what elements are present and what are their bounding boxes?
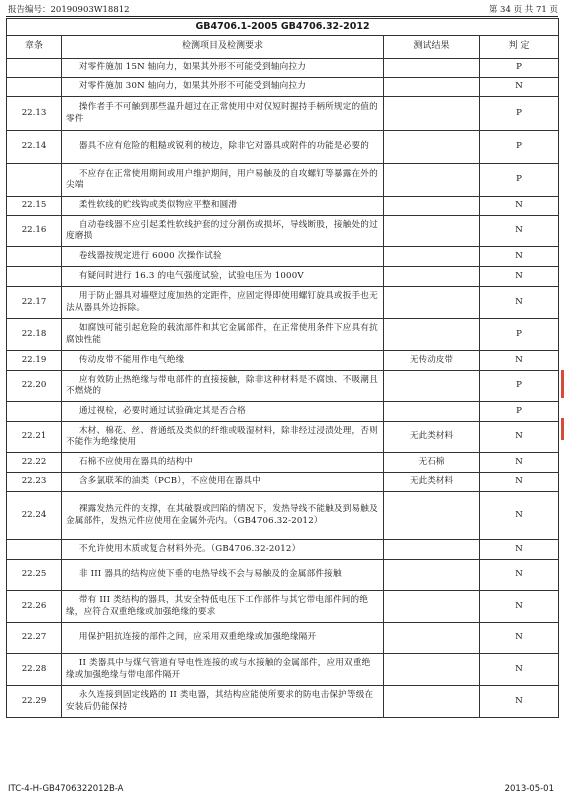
requirement-cell: 如腐蚀可能引起危险的载流部件和其它金属部件，在正常使用条件下应具有抗腐蚀性能 (62, 319, 384, 351)
table-row (7, 402, 559, 422)
clause-cell (7, 59, 62, 78)
requirement-cell: 有疑问时进行 16.3 的电气强度试验，试验电压为 1000V (62, 267, 384, 287)
table-row (7, 540, 559, 560)
clause-cell: 22.26 (7, 591, 62, 623)
report-number: 报告编号：20190903W18812 (8, 5, 130, 15)
verdict-cell: N (480, 623, 559, 654)
clause-cell: 22.24 (7, 492, 62, 540)
standard-title: GB4706.1-2005 GB4706.32-2012 (7, 19, 559, 36)
table-row (7, 216, 559, 247)
requirement-cell: 木材、棉花、丝、普通纸及类似的纤维或吸湿材料，除非经过浸渍处理，否则不能作为绝缘使用 (62, 422, 384, 453)
result-cell (384, 59, 480, 78)
verdict-cell: N (480, 686, 559, 718)
requirement-cell: 非 III 器具的结构应使下垂的电热导线不会与易触及的金属部件接触 (62, 560, 384, 591)
result-cell (384, 371, 480, 402)
result-cell: 无此类材料 (384, 422, 480, 453)
clause-cell: 22.16 (7, 216, 62, 247)
table-row (7, 197, 559, 216)
clause-cell: 22.13 (7, 97, 62, 131)
result-cell (384, 319, 480, 351)
result-cell (384, 654, 480, 686)
clause-cell: 22.27 (7, 623, 62, 654)
col-result-header: 测试结果 (384, 36, 480, 59)
table-row (7, 164, 559, 197)
requirement-cell: 柔性软线的贮线钩或类似物应平整和圆滑 (62, 197, 384, 216)
requirement-cell: 含多氯联苯的油类（PCB），不应使用在器具中 (62, 473, 384, 492)
requirement-cell: 不允许使用木质或复合材料外壳。（GB4706.32-2012） (62, 540, 384, 560)
col-items-header: 检测项目及检测要求 (62, 36, 384, 59)
table-row (7, 473, 559, 492)
requirement-cell: 用于防止器具对墙壁过度加热的定距件，应固定得即使用螺钉旋具或扳手也无法从器具外边拆除。 (62, 287, 384, 319)
table-row (7, 560, 559, 591)
verdict-cell: N (480, 422, 559, 453)
table-row (7, 287, 559, 319)
clause-cell (7, 540, 62, 560)
verdict-cell: P (480, 59, 559, 78)
result-cell: 无此类材料 (384, 473, 480, 492)
clause-cell: 22.19 (7, 351, 62, 371)
verdict-cell: N (480, 216, 559, 247)
table-row (7, 371, 559, 402)
requirement-cell: 器具不应有危险的粗糙或锐利的棱边，除非它对器具或附件的功能是必要的 (62, 131, 384, 164)
requirement-cell: 永久连接到固定线路的 II 类电器，其结构应能使所要求的防电击保护等级在安装后仍能保持 (62, 686, 384, 718)
verdict-cell: N (480, 351, 559, 371)
clause-cell: 22.20 (7, 371, 62, 402)
requirement-cell: 操作者手不可触到那些温升超过在正常使用中对仅短时握持手柄所规定的值的零件 (62, 97, 384, 131)
requirement-cell: 卷线器按规定进行 6000 次操作试验 (62, 247, 384, 267)
result-cell (384, 267, 480, 287)
table-row (7, 492, 559, 540)
verdict-cell: N (480, 267, 559, 287)
clause-cell (7, 247, 62, 267)
document-date: 2013-05-01 (504, 784, 554, 794)
table-row (7, 78, 559, 97)
requirement-cell: 通过视检，必要时通过试验确定其是否合格 (62, 402, 384, 422)
column-header-row (7, 36, 559, 59)
result-cell (384, 197, 480, 216)
requirement-cell: 应有效防止热绝缘与带电部件的直接接触，除非这种材料是不腐蚀、不吸潮且不燃烧的 (62, 371, 384, 402)
document-code: ITC-4-H-GB4706322012B-A (8, 784, 124, 794)
requirement-cell: 不应存在正常使用期间或用户维护期间，用户易触及的自攻螺钉等暴露在外的尖端 (62, 164, 384, 197)
requirement-cell: 带有 III 类结构的器具，其安全特低电压下工作部件与其它带电部件间的绝缘，应符合双重绝缘或加强绝缘的要求 (62, 591, 384, 623)
verdict-cell: P (480, 402, 559, 422)
test-results-table (6, 18, 559, 718)
table-row (7, 591, 559, 623)
result-cell (384, 216, 480, 247)
clause-cell: 22.22 (7, 453, 62, 473)
clause-cell: 22.15 (7, 197, 62, 216)
standard-row (7, 19, 559, 36)
clause-cell: 22.21 (7, 422, 62, 453)
result-cell (384, 287, 480, 319)
verdict-cell: N (480, 453, 559, 473)
page-info: 第 34 页 共 71 页 (488, 5, 558, 15)
clause-cell: 22.25 (7, 560, 62, 591)
requirement-cell: 对零件施加 15N 轴向力，如果其外形不可能受到轴向拉力 (62, 59, 384, 78)
result-cell (384, 560, 480, 591)
result-cell (384, 492, 480, 540)
clause-cell (7, 78, 62, 97)
verdict-cell: P (480, 97, 559, 131)
clause-cell: 22.29 (7, 686, 62, 718)
clause-cell (7, 402, 62, 422)
table-row (7, 319, 559, 351)
table-row (7, 453, 559, 473)
clause-cell (7, 164, 62, 197)
clause-cell: 22.17 (7, 287, 62, 319)
result-cell (384, 402, 480, 422)
result-cell (384, 540, 480, 560)
result-cell (384, 247, 480, 267)
verdict-cell: P (480, 371, 559, 402)
table-row (7, 131, 559, 164)
verdict-cell: P (480, 131, 559, 164)
clause-cell (7, 267, 62, 287)
result-cell (384, 97, 480, 131)
requirement-cell: 石棉不应使用在器具的结构中 (62, 453, 384, 473)
table-row (7, 59, 559, 78)
table-row (7, 422, 559, 453)
requirement-cell: 自动卷线器不应引起柔性软线护套的过分割伤或损坏，导线断股，接触处的过度磨损 (62, 216, 384, 247)
verdict-cell: N (480, 247, 559, 267)
verdict-cell: N (480, 287, 559, 319)
clause-cell: 22.28 (7, 654, 62, 686)
verdict-cell: N (480, 473, 559, 492)
verdict-cell: N (480, 78, 559, 97)
requirement-cell: 对零件施加 30N 轴向力，如果其外形不可能受到轴向拉力 (62, 78, 384, 97)
result-cell (384, 623, 480, 654)
verdict-cell: N (480, 492, 559, 540)
verdict-cell: N (480, 197, 559, 216)
result-cell (384, 131, 480, 164)
col-clause-header: 章条 (7, 36, 62, 59)
result-cell: 无石棉 (384, 453, 480, 473)
table-row (7, 654, 559, 686)
table-row (7, 686, 559, 718)
table-row (7, 351, 559, 371)
result-cell: 无传动皮带 (384, 351, 480, 371)
result-cell (384, 78, 480, 97)
col-verdict-header: 判 定 (480, 36, 559, 59)
verdict-cell: P (480, 319, 559, 351)
clause-cell: 22.23 (7, 473, 62, 492)
verdict-cell: N (480, 540, 559, 560)
verdict-cell: P (480, 164, 559, 197)
header-rule (6, 16, 558, 17)
table-row (7, 247, 559, 267)
requirement-cell: 传动皮带不能用作电气绝缘 (62, 351, 384, 371)
result-cell (384, 686, 480, 718)
verdict-cell: N (480, 591, 559, 623)
verdict-cell: N (480, 560, 559, 591)
requirement-cell: 裸露发热元件的支撑，在其破裂或凹陷的情况下，发热导线不能触及到易触及金属部件，发热元件应使用在金属外壳内。（GB4706.32-2012） (62, 492, 384, 540)
clause-cell: 22.18 (7, 319, 62, 351)
table-row (7, 97, 559, 131)
result-cell (384, 591, 480, 623)
requirement-cell: 用保护阻抗连接的部件之间，应采用双重绝缘或加强绝缘隔开 (62, 623, 384, 654)
table-row (7, 623, 559, 654)
verdict-cell: N (480, 654, 559, 686)
clause-cell: 22.14 (7, 131, 62, 164)
requirement-cell: II 类器具中与煤气管道有导电性连接的或与水接触的金属部件，应用双重绝缘或加强绝缘与带电部件隔开 (62, 654, 384, 686)
table-row (7, 267, 559, 287)
result-cell (384, 164, 480, 197)
